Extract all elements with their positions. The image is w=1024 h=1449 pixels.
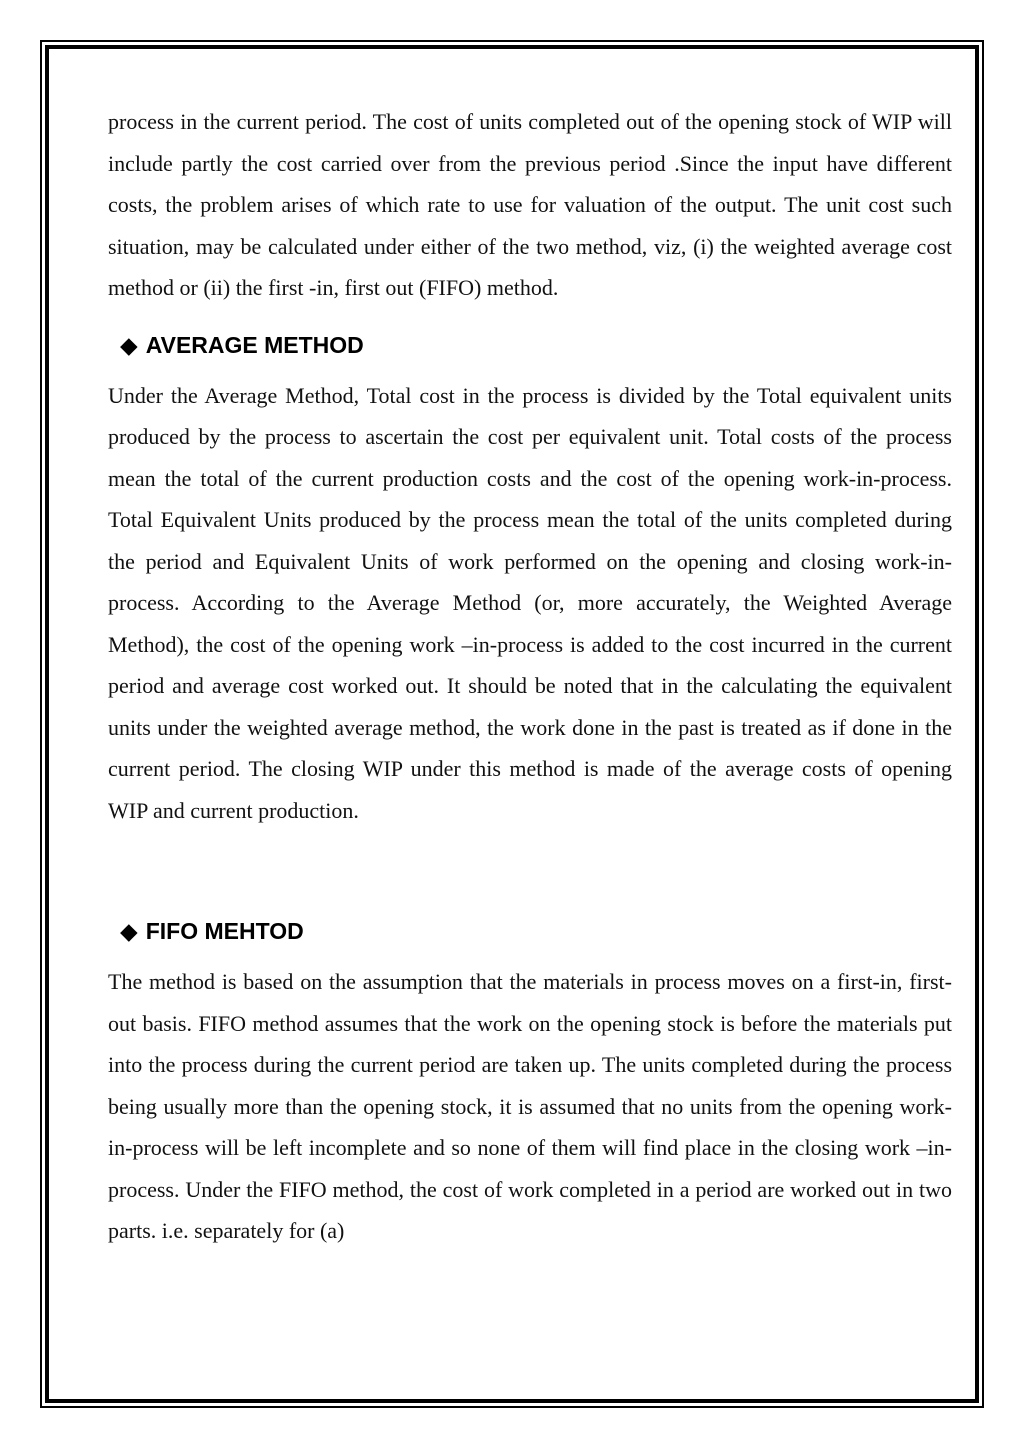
diamond-bullet-icon: ◆: [120, 331, 138, 358]
average-method-heading: [108, 329, 952, 361]
diamond-bullet-icon: ◆: [120, 918, 138, 944]
fifo-method-title: FIFO MEHTOD: [145, 918, 304, 944]
average-method-paragraph: Under the Average Method, Total cost in the process is divided by the Total equivalent units produced by the process to ascertain the cost per equivalent unit. Total costs of the process mean the total of the current production costs and the cost of the opening work-in-process. Total Equivalent Units produced by the process mean the total of the units completed during the period and Equivalent Units of work performed on the opening and closing work-in-process. According to the Average Method (or, more accurately, the Weighted Average Method), the cost of the opening work –in-process is added to the cost incurred in the current period and average cost worked out. It should be noted that in the calculating the equivalent units under the weighted average method, the work done in the past is treated as if done in the current period. The closing WIP under this method is made of the average costs of opening WIP and current production.: [108, 382, 952, 823]
average-method-title: AVERAGE METHOD: [145, 331, 364, 358]
fifo-method-paragraph: The method is based on the assumption that the materials in process moves on a first-in, first-out basis. FIFO method assumes that the work on the opening stock is before the materials put into the process during the current period are taken up. The units completed during the process being usually more than the opening stock, it is assumed that no units from the opening work-in-process will be left incomplete and so none of them will find place in the closing work –in-process. Under the FIFO method, the cost of work completed in a period are worked out in two parts. i.e. separately for (a): [108, 969, 952, 1243]
page-content: [108, 101, 952, 1252]
fifo-method-heading: [108, 915, 952, 947]
intro-paragraph: process in the current period. The cost of units completed out of the opening stock of WIP will include partly the cost carried over from the previous period .Since the input have different costs, the problem arises of which rate to use for valuation of the output. The unit cost such situation, may be calculated under either of the two method, viz, (i) the weighted average cost method or (ii) the first -in, first out (FIFO) method.: [108, 109, 952, 300]
